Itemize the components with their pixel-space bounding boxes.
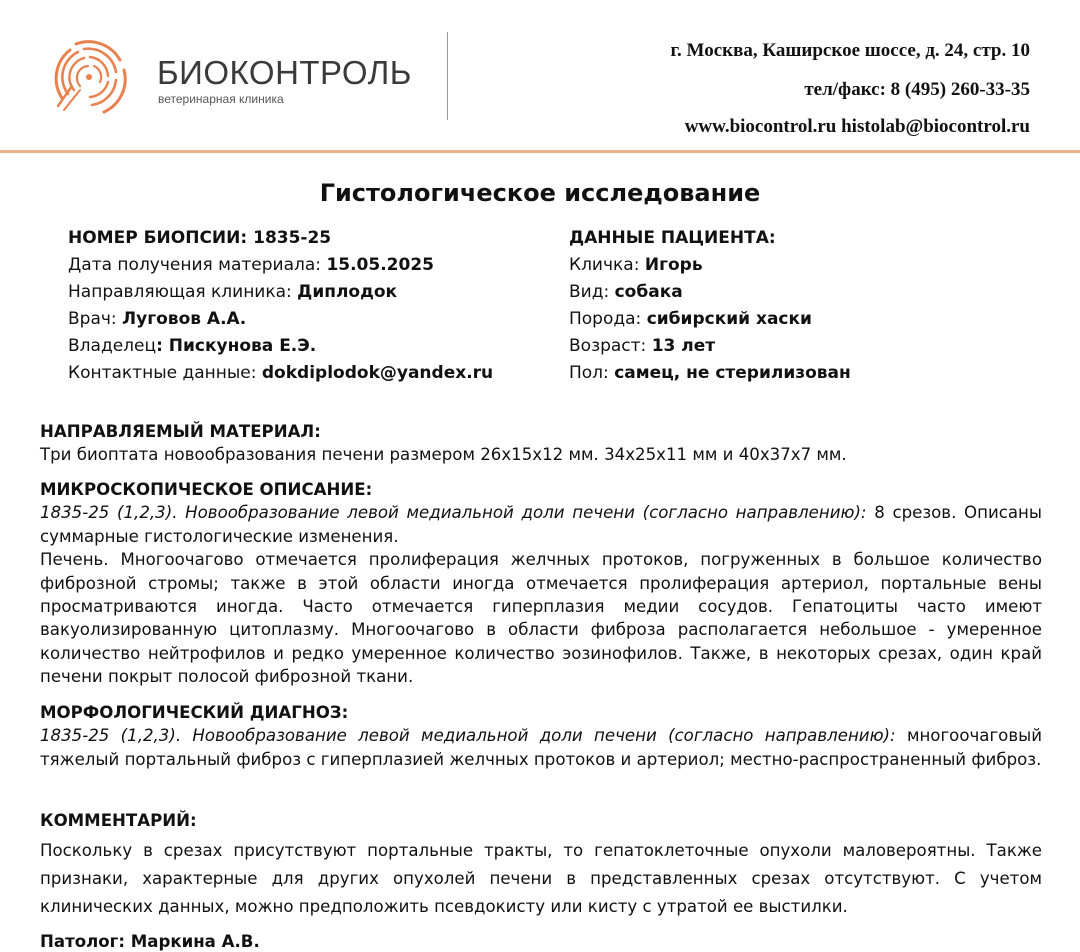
info-row	[68, 252, 548, 279]
info-value: собака	[614, 282, 683, 302]
info-label: Пол:	[569, 363, 615, 383]
info-row	[569, 252, 1049, 279]
info-value: сибирский хаски	[646, 309, 812, 329]
info-label: Вид:	[569, 282, 615, 302]
clinic-phone: тел/факс: 8 (495) 260-33-35	[804, 79, 1030, 100]
clinic-address: г. Москва, Каширское шоссе, д. 24, стр. 10	[670, 40, 1030, 61]
info-row	[68, 333, 548, 360]
info-value: самец, не стерилизован	[614, 363, 851, 383]
info-value: Луговов А.А.	[122, 309, 247, 329]
microscopic-intro	[40, 501, 1042, 548]
report-header	[0, 0, 1080, 150]
info-value: : Пискунова Е.Э.	[156, 336, 317, 356]
comment-heading: КОММЕНТАРИЙ:	[40, 811, 197, 830]
diagnosis-text	[40, 724, 1042, 771]
comment-section	[40, 809, 1042, 921]
info-row	[569, 333, 1049, 360]
material-heading: НАПРАВЛЯЕМЫЙ МАТЕРИАЛ:	[40, 422, 321, 441]
microscopic-body: Печень. Многоочагово отмечается пролиферация желчных протоков, погруженных в большое количество фиброзной стромы; также в этой области иногда отмечается пролиферация артериол, портальные вены просматриваются иногда. Часто отмечается гиперплазия медии сосудов. Гепатоциты часто имеют вакуолизированную цитоплазму. Многоочагово в области фиброза располагается небольшое - умеренное количество нейтрофилов и редко умеренное количество эозинофилов. Также, в некоторых срезах, один край печени покрыт полосой фиброзной ткани.	[40, 550, 1042, 687]
brand-name: БИОКОНТРОЛЬ	[157, 54, 412, 91]
info-label: Дата получения материала:	[68, 255, 327, 275]
info-label: Кличка:	[569, 255, 645, 275]
pathologist-signature: Патолог: Маркина А.В.	[40, 932, 260, 951]
patient-heading: ДАННЫЕ ПАЦИЕНТА:	[569, 228, 776, 248]
info-label: Направляющая клиника:	[68, 282, 298, 302]
info-row	[569, 360, 1049, 387]
biopsy-number-label: НОМЕР БИОПСИИ:	[68, 228, 254, 248]
diagnosis-intro-italic: 1835-25 (1,2,3). Новообразование левой медиальной доли печени (согласно направлению):	[40, 726, 896, 746]
material-text: Три биоптата новообразования печени размером 26х15х12 мм. 34х25х11 мм и 40х37х7 мм.	[40, 445, 847, 465]
info-row	[68, 279, 548, 306]
info-label: Возраст:	[569, 336, 652, 356]
info-value: Диплодок	[297, 282, 398, 302]
microscopic-section	[40, 478, 1042, 689]
diagnosis-section	[40, 701, 1042, 771]
biopsy-info	[68, 225, 548, 387]
info-label: Контактные данные:	[68, 363, 262, 383]
clinic-web-email: www.biocontrol.ru histolab@biocontrol.ru	[684, 116, 1030, 137]
diagnosis-heading: МОРФОЛОГИЧЕСКИЙ ДИАГНОЗ:	[40, 703, 349, 722]
microscopic-heading: МИКРОСКОПИЧЕСКОЕ ОПИСАНИЕ:	[40, 480, 373, 499]
info-row	[68, 360, 548, 387]
info-row	[569, 279, 1049, 306]
header-divider	[447, 32, 448, 120]
info-label: Порода:	[569, 309, 647, 329]
info-label: Владелец	[68, 336, 157, 356]
biocontrol-logo-icon	[48, 36, 130, 118]
diagnosis-rest: многоочаговый тяжелый портальный фиброз с гиперплазией желчных протоков и артериол; местно-распространенный фиброз.	[40, 726, 1042, 769]
info-value: Игорь	[644, 255, 703, 275]
info-value: dokdiplodok@yandex.ru	[261, 363, 494, 383]
biopsy-number-row	[68, 225, 548, 252]
info-value: 13 лет	[651, 336, 716, 356]
info-row	[68, 306, 548, 333]
brand-subtitle: ветеринарная клиника	[158, 92, 284, 106]
microscopic-intro-italic: 1835-25 (1,2,3). Новообразование левой медиальной доли печени (согласно направлению):	[40, 503, 867, 523]
info-value: 15.05.2025	[326, 255, 434, 275]
patient-info	[569, 225, 1049, 387]
microscopic-intro-rest: 8 срезов. Описаны суммарные гистологические изменения.	[40, 503, 1042, 546]
info-label: Врач:	[68, 309, 123, 329]
biopsy-number-value: 1835-25	[253, 228, 332, 248]
material-section	[40, 420, 1042, 467]
header-rule	[0, 150, 1080, 153]
info-row	[569, 306, 1049, 333]
report-title: Гистологическое исследование	[319, 179, 761, 207]
comment-text: Поскольку в срезах присутствуют портальные тракты, то гепатоклеточные опухоли маловероятны. Также признаки, характерные для других опухолей печени в представленных срезах отсутствуют. С учетом клинических данных, можно предположить псевдокисту или кисту с утратой ее выстилки.	[40, 841, 1042, 916]
